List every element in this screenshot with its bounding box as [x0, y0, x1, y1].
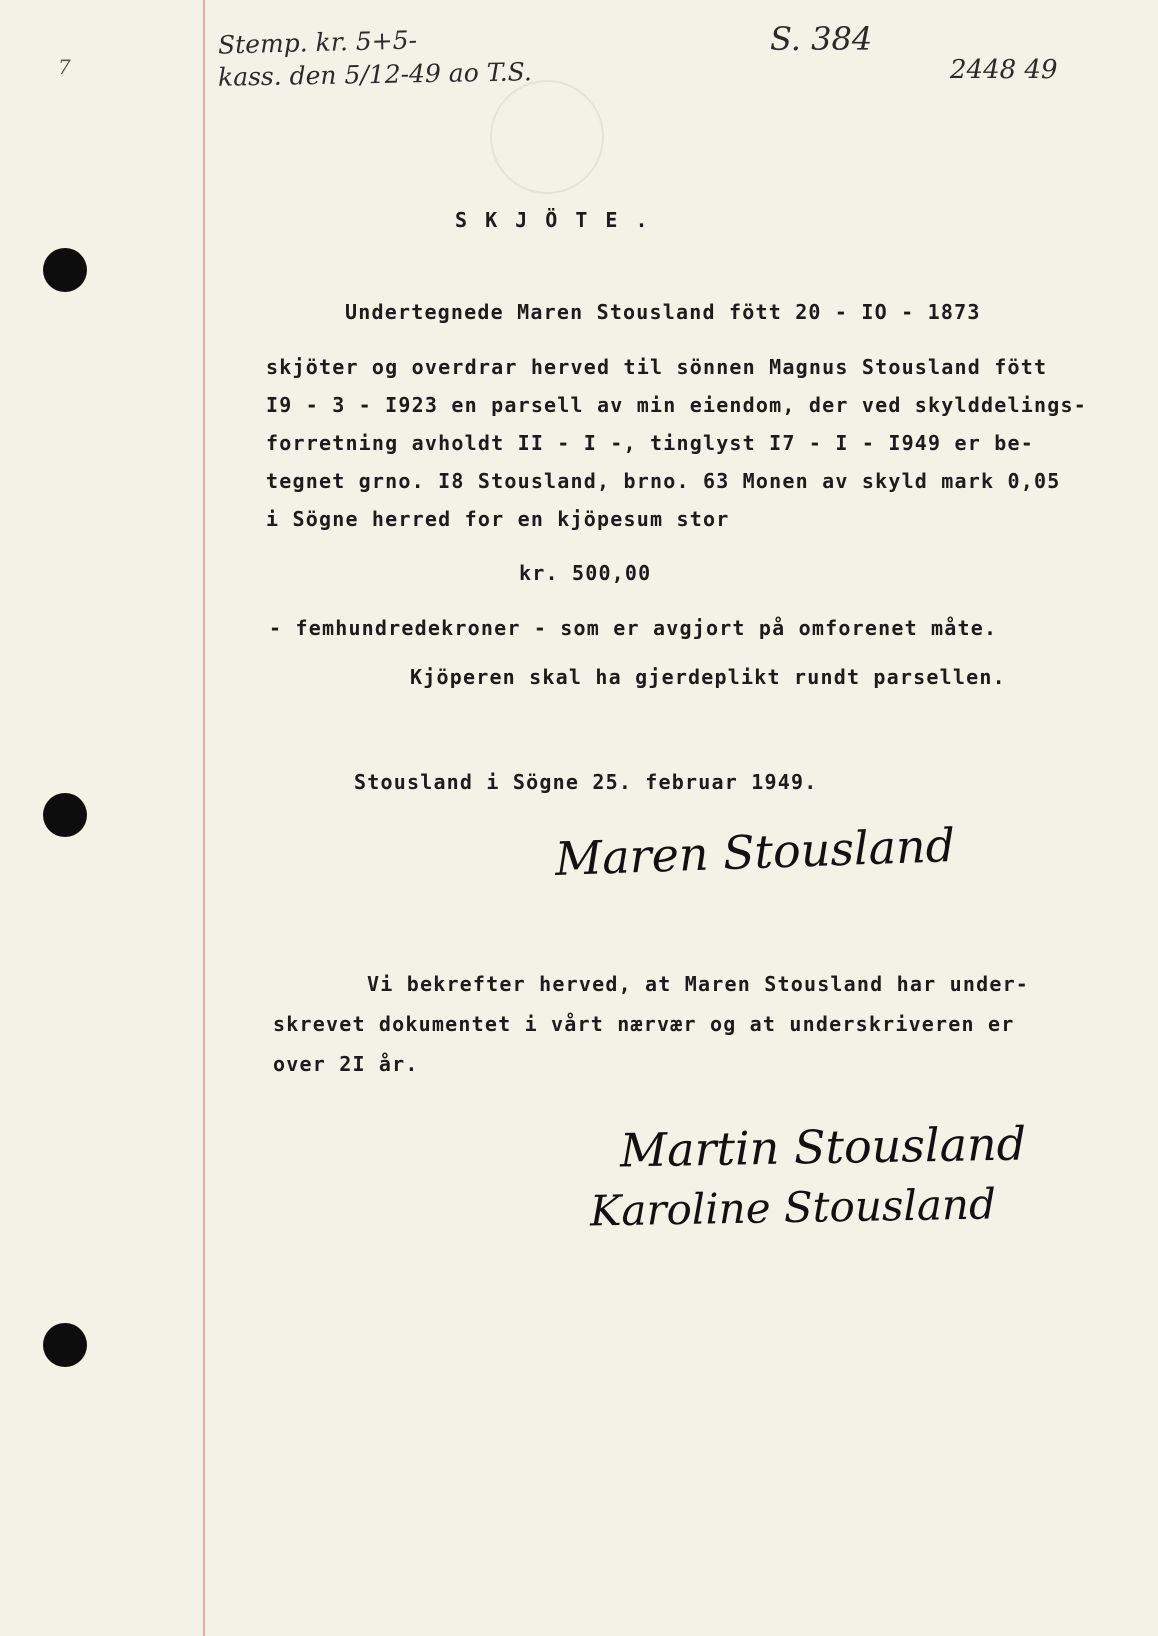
- seller-signature: Maren Stousland: [554, 818, 956, 886]
- purchase-amount: kr. 500,00: [519, 561, 652, 585]
- body-line-4: forretning avholdt II - I -, tinglyst I7 - I - I949 er be-: [266, 431, 1034, 455]
- margin-dash: 7: [58, 55, 71, 79]
- punch-hole-bottom: [43, 1323, 87, 1367]
- page-reference: S. 384: [770, 20, 873, 58]
- stamp-fee-note: Stemp. kr. 5+5-: [217, 25, 418, 60]
- document-title: S K J Ö T E .: [455, 208, 651, 232]
- witness-line-1: Vi bekrefter herved, at Maren Stousland har under-: [367, 972, 1030, 996]
- witness-line-3: over 2I år.: [273, 1052, 419, 1076]
- body-line-1: Undertegnede Maren Stousland fött 20 - IO - 1873: [345, 300, 981, 324]
- punch-hole-top: [43, 248, 87, 292]
- place-and-date: Stousland i Sögne 25. februar 1949.: [354, 770, 818, 794]
- cashier-note: kass. den 5/12-49 ao T.S.: [217, 57, 533, 92]
- margin-line: [203, 0, 205, 1636]
- body-line-2: skjöter og overdrar herved til sönnen Magnus Stousland fött: [266, 355, 1048, 379]
- faint-stamp: [490, 80, 604, 194]
- amount-in-words: - femhundredekroner - som er avgjort på omforenet måte.: [269, 616, 998, 640]
- punch-hole-middle: [43, 793, 87, 837]
- body-line-3: I9 - 3 - I923 en parsell av min eiendom, der ved skylddelings-: [266, 393, 1087, 417]
- body-line-6: i Sögne herred for en kjöpesum stor: [266, 507, 730, 531]
- witness-line-2: skrevet dokumentet i vårt nærvær og at underskriveren er: [273, 1012, 1015, 1036]
- fence-clause: Kjöperen skal ha gjerdeplikt rundt parsellen.: [410, 665, 1006, 689]
- body-line-5: tegnet grno. I8 Stousland, brno. 63 Monen av skyld mark 0,05: [266, 469, 1061, 493]
- document-number: 2448 49: [950, 55, 1058, 85]
- witness-signature-1: Martin Stousland: [619, 1116, 1027, 1178]
- witness-signature-2: Karoline Stousland: [589, 1179, 997, 1236]
